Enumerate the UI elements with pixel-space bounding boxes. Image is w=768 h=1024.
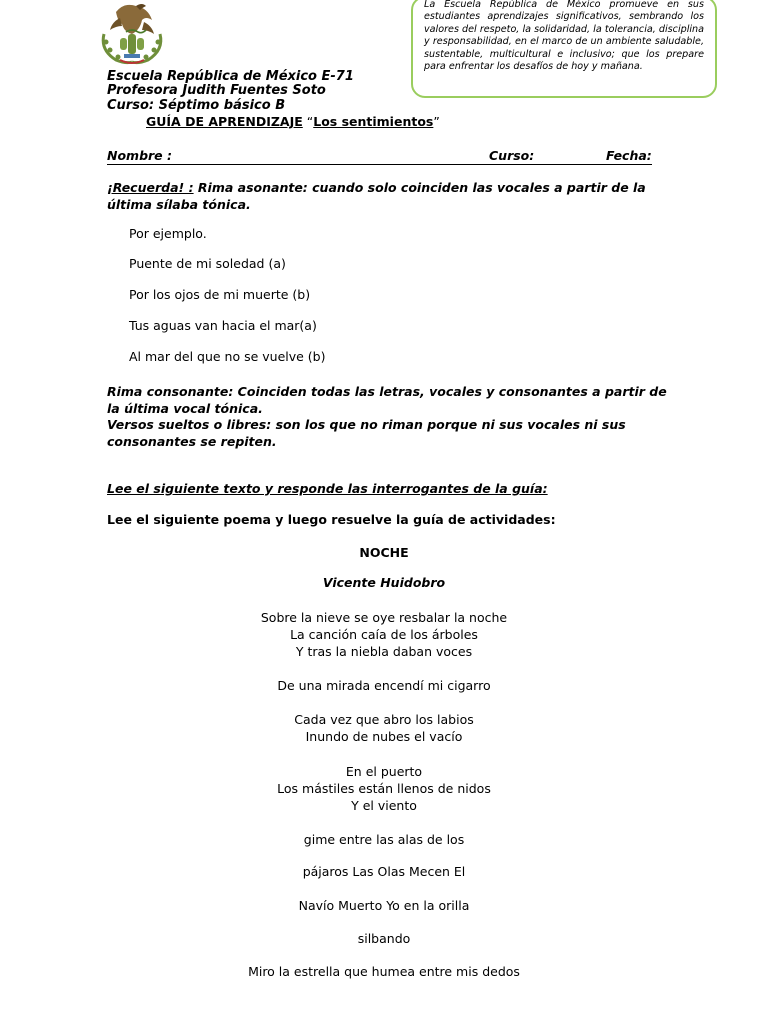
poem-stanza	[84, 677, 684, 694]
read-poem-instruction: Lee el siguiente poema y luego resuelve la guía de actividades:	[107, 512, 556, 527]
poem-line: gime entre las alas de los	[303, 832, 465, 847]
poem-line: Y el viento	[351, 798, 417, 814]
remember-label: ¡Recuerda! :	[107, 180, 194, 195]
example-line: Puente de mi soledad (a)	[129, 256, 286, 271]
mission-statement: La Escuela República de México promueve en sus estudiantes aprendizajes significativos, sembrando los valores del respeto, la solidaridad, la tolerancia, disciplina y responsabilidad, en el marco de un ambiente saludable, sustentable, multicultural e inclusivo; que los prepare para enfrentar los desafíos de hoy y mañana.	[424, 0, 704, 73]
poem-line: Y tras la niebla daban voces	[295, 644, 473, 660]
free-verse-definition: Versos sueltos o libres: son los que no riman porque ni sus vocales ni sus consonantes se repiten.	[107, 417, 626, 449]
student-info-line[interactable]	[107, 148, 652, 165]
poem-stanza	[84, 930, 684, 947]
date-label: Fecha:	[606, 148, 652, 163]
poem-stanza	[84, 897, 684, 914]
consonant-rhyme-definition: Rima consonante: Coinciden todas las letras, vocales y consonantes a partir de la última vocal tónica.	[107, 384, 667, 416]
poem-stanza	[84, 863, 684, 880]
school-name: Escuela República de México E-71	[107, 69, 354, 84]
poem-line: En el puerto	[345, 764, 423, 779]
poem-line: Los mástiles están llenos de nidos	[277, 781, 491, 797]
poem-stanza	[84, 711, 684, 745]
teacher-name: Profesora Judith Fuentes Soto	[107, 83, 326, 98]
guide-close-quote: ”	[433, 114, 440, 129]
course-label: Curso:	[489, 148, 535, 163]
guide-title-label: GUÍA DE APRENDIZAJE	[146, 114, 303, 129]
poem-stanza	[84, 831, 684, 848]
example-line: Por los ojos de mi muerte (b)	[129, 287, 311, 302]
poem-line: La canción caía de los árboles	[290, 627, 478, 643]
guide-title	[146, 114, 440, 129]
poem-line: silbando	[357, 931, 411, 946]
poem-author: Vicente Huidobro	[322, 575, 446, 590]
example-line: Tus aguas van hacia el mar(a)	[129, 318, 317, 333]
example-line: Por ejemplo.	[129, 226, 207, 241]
name-label: Nombre :	[107, 148, 173, 163]
poem-line: Sobre la nieve se oye resbalar la noche	[260, 610, 508, 625]
poem-stanza	[84, 963, 684, 980]
poem-stanza	[84, 609, 684, 661]
guide-topic: Los sentimientos	[313, 114, 434, 129]
poem-line: Inundo de nubes el vacío	[305, 729, 463, 745]
course-info: Curso: Séptimo básico B	[107, 98, 286, 113]
read-text-instruction: Lee el siguiente texto y responde las interrogantes de la guía:	[107, 481, 548, 496]
example-line: Al mar del que no se vuelve (b)	[129, 349, 326, 364]
poem-stanza	[84, 763, 684, 815]
poem-title: NOCHE	[359, 545, 409, 560]
remember-paragraph	[107, 180, 667, 213]
guide-open-quote: “	[302, 114, 314, 129]
remember-text: Rima asonante: cuando solo coinciden las vocales a partir de la última sílaba tónica.	[107, 180, 646, 212]
coat-of-arms-icon	[96, 0, 168, 66]
poem-line: Cada vez que abro los labios	[294, 712, 474, 727]
poem-line: Navío Muerto Yo en la orilla	[298, 898, 470, 913]
poem-line: Miro la estrella que humea entre mis dedos	[248, 964, 520, 979]
poem-line: De una mirada encendí mi cigarro	[277, 678, 491, 693]
poem-line: pájaros Las Olas Mecen El	[302, 864, 466, 879]
